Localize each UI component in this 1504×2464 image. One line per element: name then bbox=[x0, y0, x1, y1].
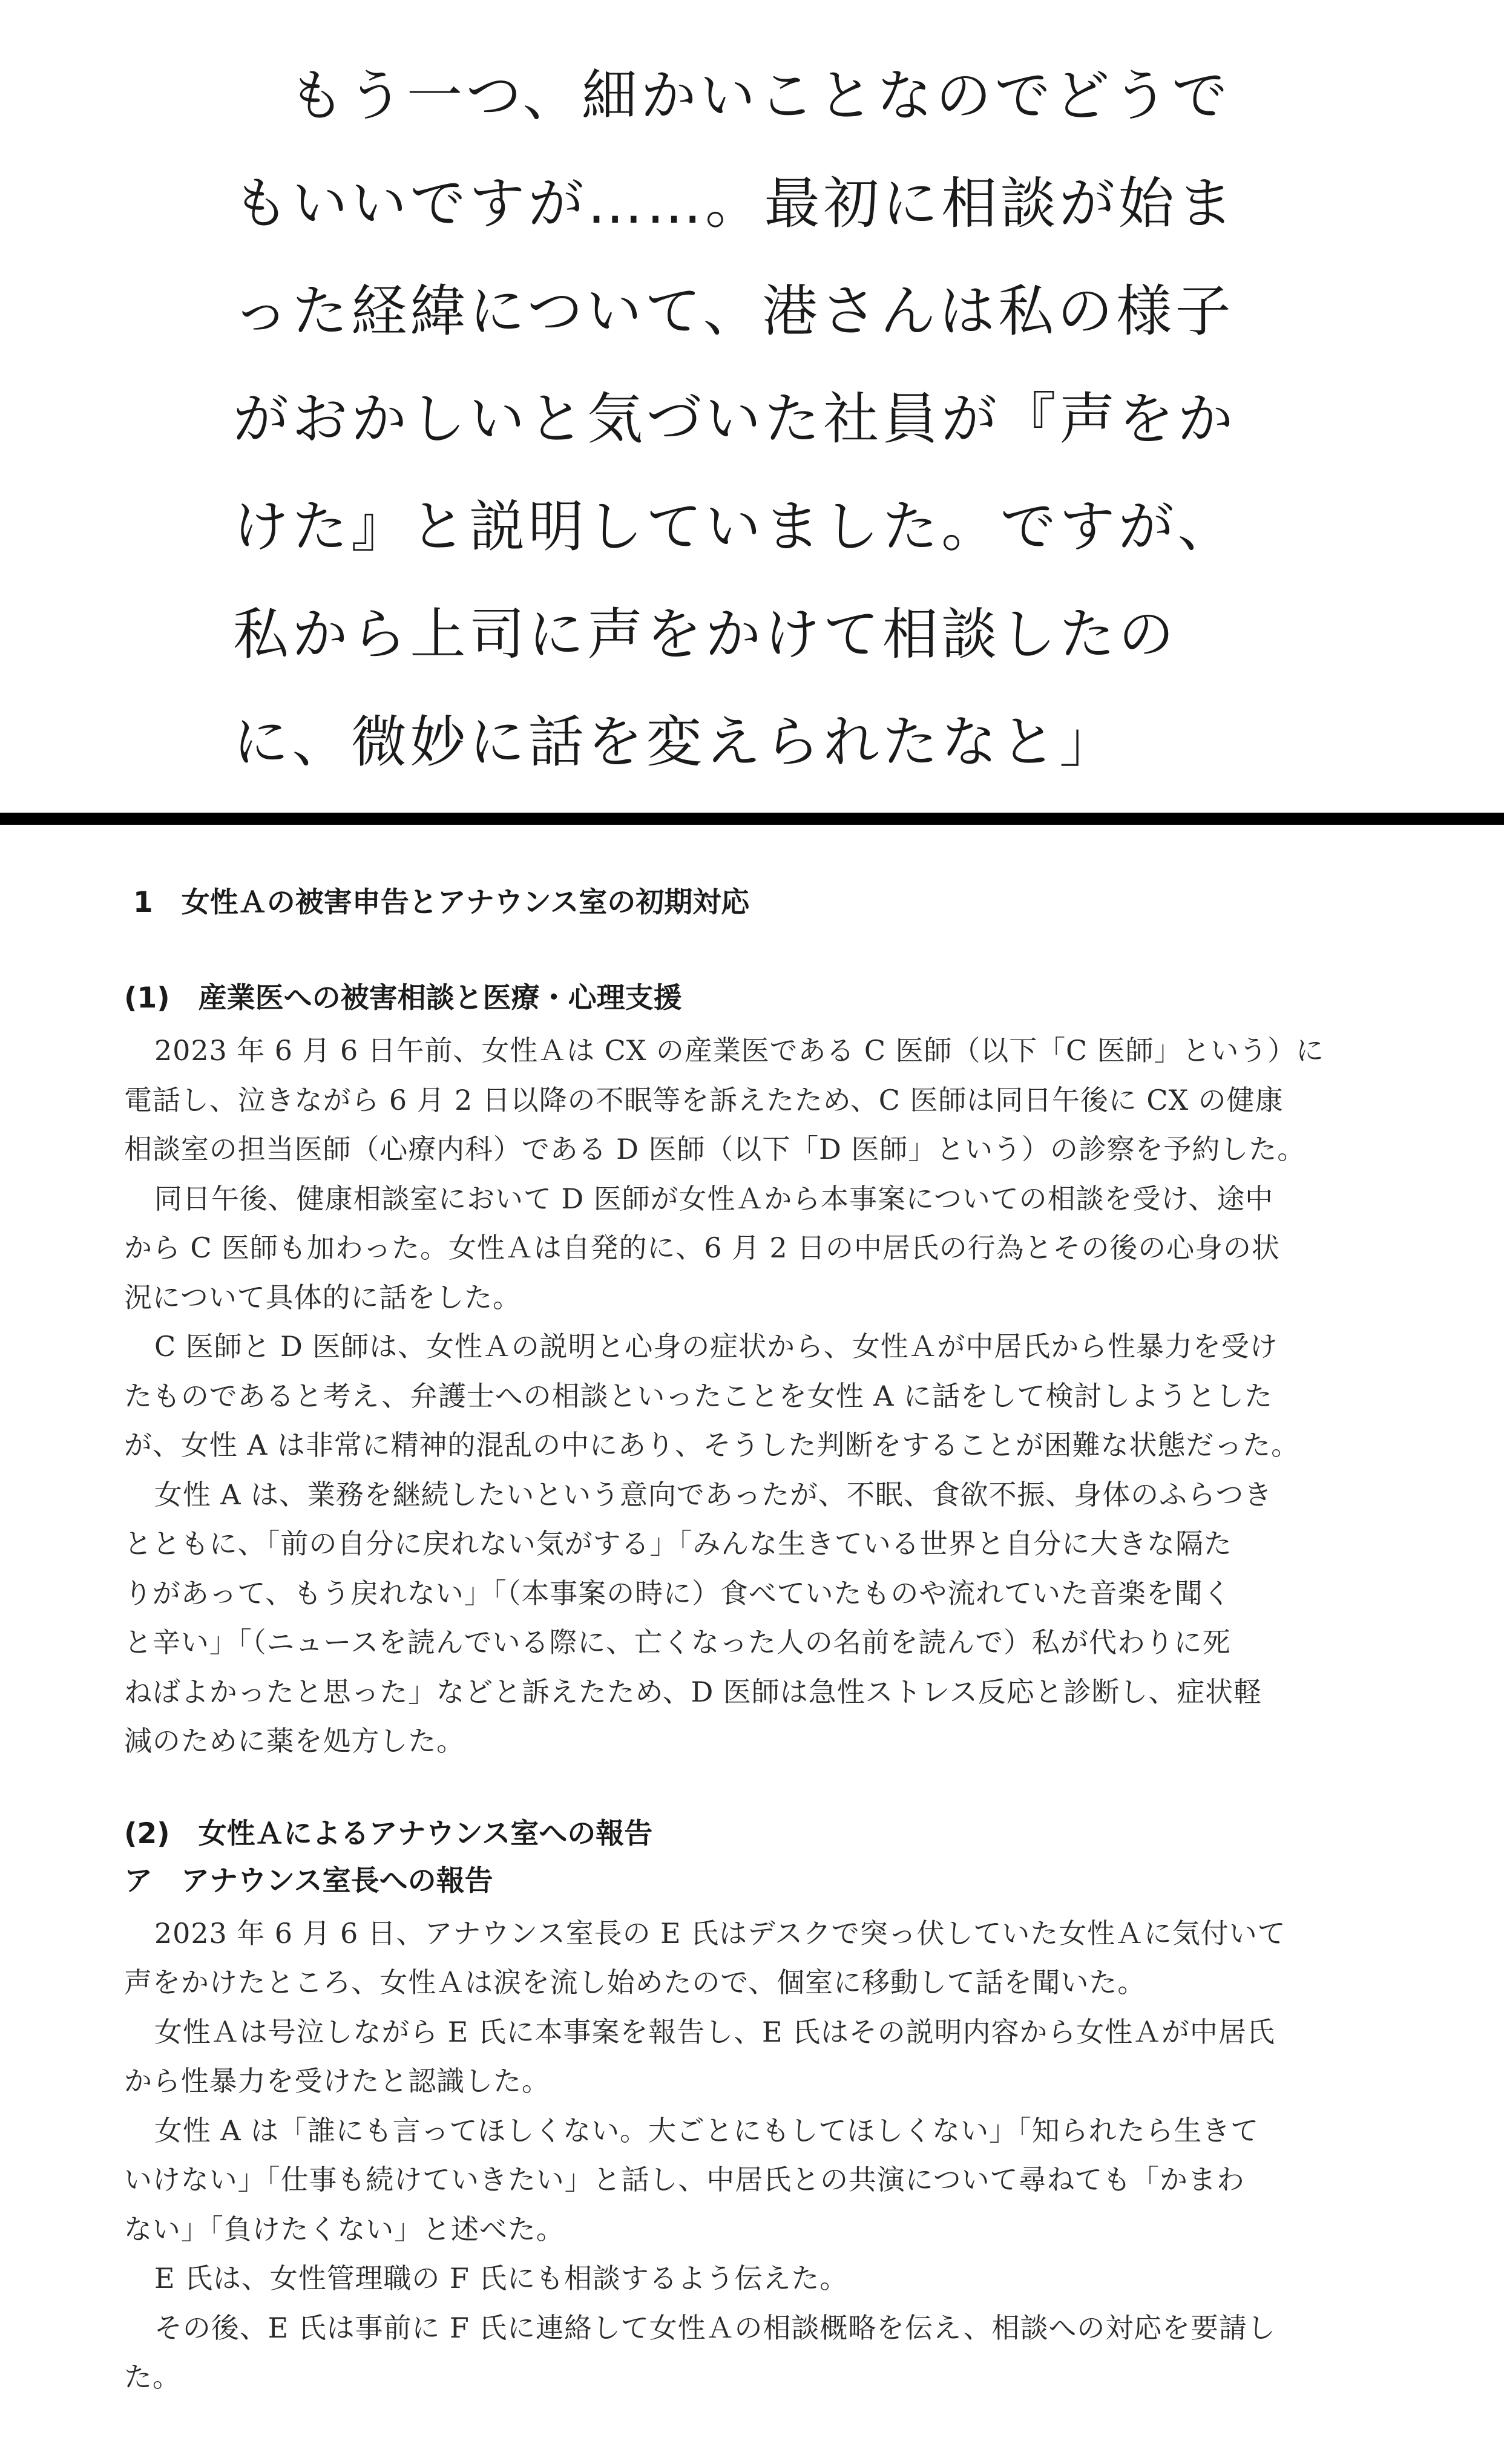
quote-line: けた』と説明していました。ですが、 bbox=[233, 494, 1236, 559]
quote-line: に、微妙に話を変えられたなと」 bbox=[233, 710, 1118, 775]
body-line: 相談室の担当医師（心療内科）である D 医師（以下「D 医師」という）の診察を予約した。 bbox=[124, 1133, 1306, 1165]
body-line: いけない」「仕事も続けていきたい」と話し、中居氏との共演について尋ねても「かまわ bbox=[124, 2163, 1245, 2196]
body-line: から C 医師も加わった。女性Ａは自発的に、6 月 2 日の中居氏の行為とその後の心身の状 bbox=[124, 1231, 1280, 1264]
report-excerpt bbox=[124, 883, 1386, 2402]
body-line: 減のために薬を処方した。 bbox=[124, 1725, 465, 1757]
body-line: 声をかけたところ、女性Ａは涙を流し始めたので、個室に移動して話を聞いた。 bbox=[124, 1966, 1146, 1999]
body-line: ねばよかったと思った」などと訴えたため、D 医師は急性ストレス反応と診断し、症状軽 bbox=[124, 1675, 1263, 1708]
body-line: とともに、「前の自分に戻れない気がする」「みんな生きている世界と自分に大きな隔た bbox=[124, 1527, 1232, 1560]
subsection-title: (1) 産業医への被害相談と医療・心理支援 bbox=[124, 981, 682, 1015]
body-line: 同日午後、健康相談室において D 医師が女性Ａから本事案についての相談を受け、途中 bbox=[154, 1182, 1274, 1215]
body-line: その後、E 氏は事前に F 氏に連絡して女性Ａの相談概略を伝え、相談への対応を要請し bbox=[154, 2311, 1276, 2344]
body-line: C 医師と D 医師は、女性Ａの説明と心身の症状から、女性Ａが中居氏から性暴力を受け bbox=[154, 1330, 1278, 1363]
body-line: E 氏は、女性管理職の F 氏にも相談するよう伝えた。 bbox=[154, 2262, 849, 2295]
body-line: 女性Ａは号泣しながら E 氏に本事案を報告し、E 氏はその説明内容から女性Ａが中居氏 bbox=[154, 2015, 1275, 2048]
quote-line: もいいですが……。最初に相談が始ま bbox=[233, 171, 1236, 236]
item-title: ア アナウンス室長への報告 bbox=[124, 1864, 493, 1898]
body-line: ない」「負けたくない」と述べた。 bbox=[124, 2212, 565, 2246]
quote-block bbox=[233, 42, 1274, 796]
body-line: たものであると考え、弁護士への相談といったことを女性 A に話をして検討しようとした bbox=[124, 1379, 1273, 1412]
quote-line: 私から上司に声をかけて相談したの bbox=[233, 602, 1178, 667]
subsection-body bbox=[124, 1026, 1386, 1766]
quote-line: がおかしいと気づいた社員が『声をか bbox=[233, 387, 1236, 451]
body-line: 電話し、泣きながら 6 月 2 日以降の不眠等を訴えたため、C 医師は同日午後に CX の健康 bbox=[124, 1083, 1284, 1116]
body-line: た。 bbox=[124, 2361, 181, 2393]
body-line: から性暴力を受けたと認識した。 bbox=[124, 2065, 550, 2097]
body-line: 2023 年 6 月 6 日午前、女性Ａは CX の産業医である C 医師（以下「C 医師」という）に bbox=[154, 1034, 1325, 1067]
body-line: 2023 年 6 月 6 日、アナウンス室長の E 氏はデスクで突っ伏していた女性Ａに気付いて bbox=[154, 1916, 1286, 1950]
body-line: 女性 A は、業務を継続したいという意向であったが、不眠、食欲不振、身体のふらつき bbox=[154, 1478, 1273, 1511]
section-title: 1 女性Ａの被害申告とアナウンス室の初期対応 bbox=[133, 886, 750, 919]
body-line: りがあって、もう戻れない」「（本事案の時に）食べていたものや流れていた音楽を聞く bbox=[124, 1576, 1232, 1610]
body-line: 況について具体的に話をした。 bbox=[124, 1280, 521, 1314]
body-line: が、女性 A は非常に精神的混乱の中にあり、そうした判断をすることが困難な状態だった。 bbox=[124, 1429, 1300, 1461]
quote-line: もう一つ、細かいことなのでどうで bbox=[289, 64, 1231, 128]
body-line: と辛い」「（ニュースを読んでいる際に、亡くなった人の名前を読んで）私が代わりに死 bbox=[124, 1626, 1231, 1659]
section-divider bbox=[0, 813, 1504, 825]
quote-line: った経緯について、港さんは私の様子 bbox=[233, 279, 1235, 344]
body-line: 女性 A は「誰にも言ってほしくない。大ごとにもしてほしくない」「知られたら生きて bbox=[154, 2114, 1259, 2147]
subsection-title: (2) 女性Ａによるアナウンス室への報告 bbox=[124, 1817, 653, 1850]
subsection-body bbox=[124, 1909, 1386, 2402]
